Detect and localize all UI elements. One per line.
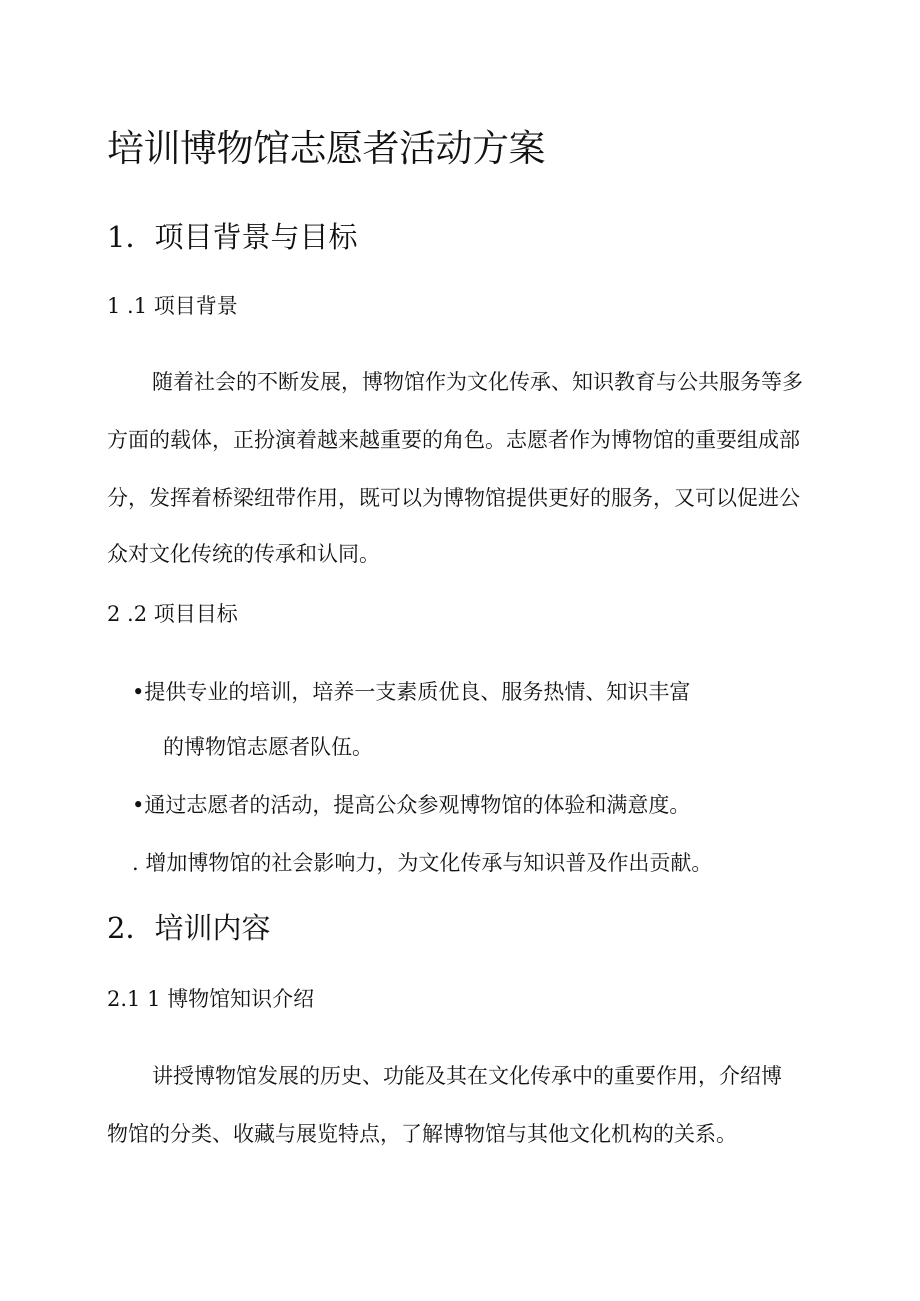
paragraph-line: 众对文化传统的传承和认同。 <box>107 542 380 566</box>
document-title: 培训博物馆志愿者活动方案 <box>107 127 545 170</box>
subsection-heading-2-1: 2.1 1 博物馆知识介绍 <box>107 987 315 1011</box>
paragraph-line: 随着社会的不断发展，博物馆作为文化传承、知识教育与公共服务等多 <box>152 370 803 394</box>
subsection-heading-1-1: 1 .1 项目背景 <box>107 294 238 318</box>
subsection-heading-1-2: 2 .2 项目目标 <box>107 602 238 626</box>
section-heading-2: 2．培训内容 <box>107 911 271 945</box>
bullet-item-continuation: 的博物馆志愿者队伍。 <box>163 735 373 759</box>
paragraph-line: 物馆的分类、收藏与展览特点，了解博物馆与其他文化机构的关系。 <box>107 1122 737 1146</box>
bullet-item: . 增加博物馆的社会影响力，为文化传承与知识普及作出贡献。 <box>132 851 713 875</box>
section-heading-1: 1．项目背景与目标 <box>107 220 358 254</box>
paragraph-line: 讲授博物馆发展的历史、功能及其在文化传承中的重要作用，介绍博 <box>152 1064 782 1088</box>
bullet-item: •提供专业的培训，培养一支素质优良、服务热情、知识丰富 <box>132 680 691 704</box>
bullet-item: •通过志愿者的活动，提高公众参观博物馆的体验和满意度。 <box>132 793 691 817</box>
paragraph-line: 方面的载体，正扮演着越来越重要的角色。志愿者作为博物馆的重要组成部 <box>107 428 800 452</box>
paragraph-line: 分，发挥着桥梁纽带作用，既可以为博物馆提供更好的服务，又可以促进公 <box>107 486 800 510</box>
